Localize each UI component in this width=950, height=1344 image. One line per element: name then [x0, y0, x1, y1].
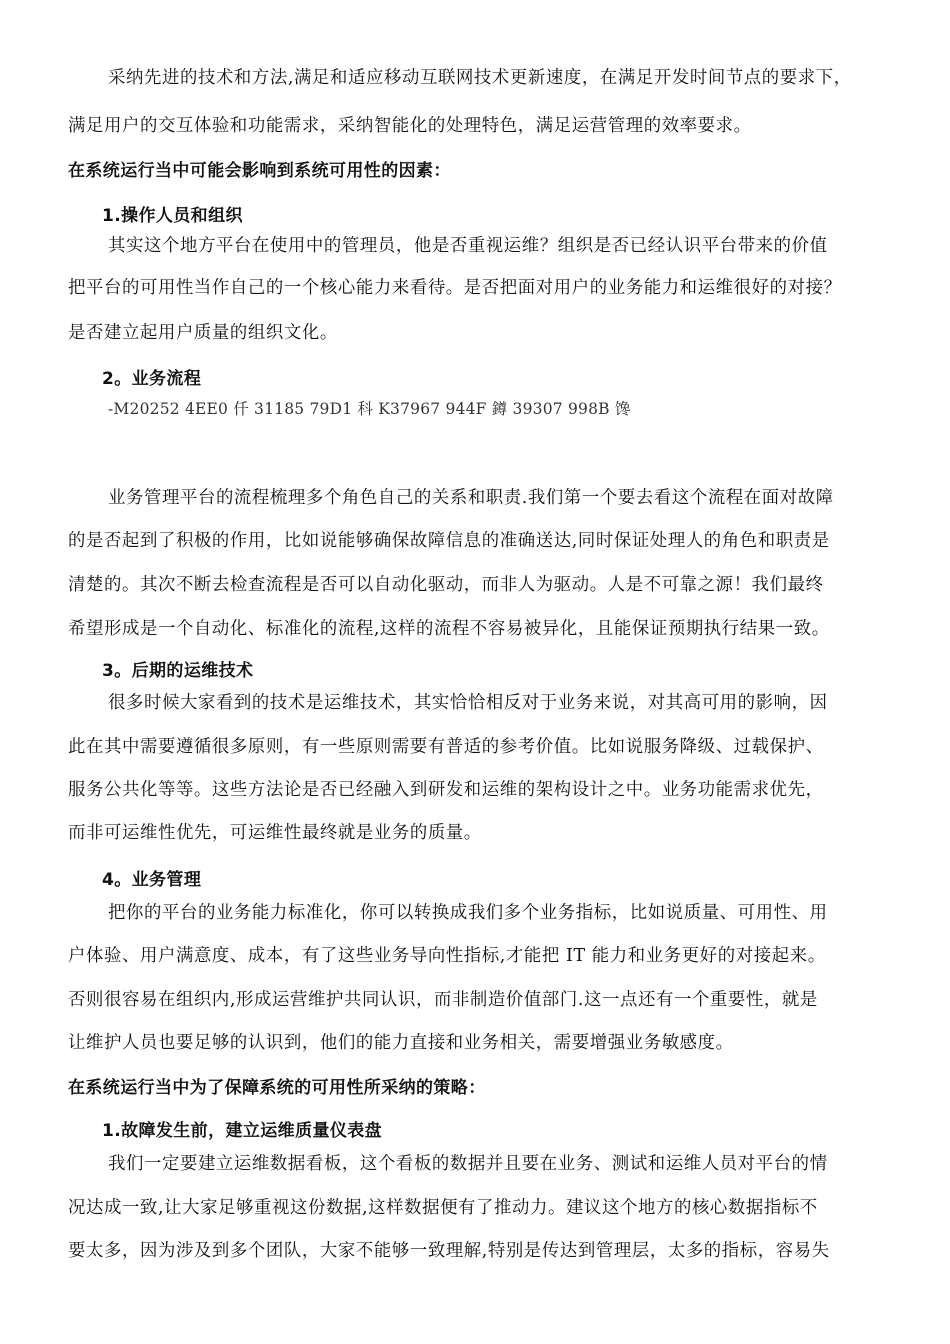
factor-3-line-4: 而非可运维性优先，可运维性最终就是业务的质量。 [68, 823, 482, 843]
factor-3-title: 3。后期的运维技术 [102, 661, 254, 681]
factor-2-line-3: 清楚的。其次不断去检查流程是否可以自动化驱动，而非人为驱动。人是不可靠之源！我们最终 [68, 575, 824, 595]
factor-4-line-3: 否则很容易在组织内,形成运营维护共同认识，而非制造价值部门.这一点还有一个重要性，就是 [68, 990, 818, 1010]
factor-2-title: 2。业务流程 [102, 369, 202, 389]
factor-4-line-4: 让维护人员也要足够的认识到，他们的能力直接和业务相关，需要增强业务敏感度。 [68, 1033, 734, 1053]
factor-2-line-2: 的是否起到了积极的作用，比如说能够确保故障信息的准确送达,同时保证处理人的角色和职责是 [68, 531, 830, 551]
strategy-1-title: 1.故障发生前，建立运维质量仪表盘 [102, 1121, 383, 1141]
factor-1-line-1: 其实这个地方平台在使用中的管理员，他是否重视运维？组织是否已经认识平台带来的价值 [108, 236, 828, 256]
factor-3-line-3: 服务公共化等等。这些方法论是否已经融入到研发和运维的架构设计之中。业务功能需求优先， [68, 780, 824, 800]
strategy-1-line-3: 要太多，因为涉及到多个团队，大家不能够一致理解,特别是传达到管理层，太多的指标，容易失 [68, 1241, 830, 1261]
factor-1-line-3: 是否建立起用户质量的组织文化。 [68, 323, 338, 343]
strategy-1-line-2: 况达成一致,让大家足够重视这份数据,这样数据便有了推动力。建议这个地方的核心数据指标不 [68, 1198, 818, 1218]
factor-2-encoded-line: -M20252 4EE0 仟 31185 79D1 科 K37967 944F 鐏 39307 998B 馋 [108, 400, 631, 418]
factor-1-title: 1.操作人员和组织 [102, 206, 243, 226]
intro-line-2: 满足用户的交互体验和功能需求，采纳智能化的处理特色，满足运营管理的效率要求。 [68, 116, 752, 136]
intro-line-1: 采纳先进的技术和方法,满足和适应移动互联网技术更新速度，在满足开发时间节点的要求下， [108, 68, 852, 88]
factor-2-line-4: 希望形成是一个自动化、标准化的流程,这样的流程不容易被异化，且能保证预期执行结果一致。 [68, 619, 830, 639]
section-heading-strategies: 在系统运行当中为了保障系统的可用性所采纳的策略： [68, 1078, 486, 1098]
factor-3-line-2: 此在其中需要遵循很多原则，有一些原则需要有普适的参考价值。比如说服务降级、过载保护、 [68, 737, 824, 757]
factor-1-line-2: 把平台的可用性当作自己的一个核心能力来看待。是否把面对用户的业务能力和运维很好的对接？ [68, 278, 842, 298]
factor-4-title: 4。业务管理 [102, 870, 202, 890]
strategy-1-line-1: 我们一定要建立运维数据看板，这个看板的数据并且要在业务、测试和运维人员对平台的情 [108, 1154, 828, 1174]
factor-4-line-1: 把你的平台的业务能力标准化，你可以转换成我们多个业务指标，比如说质量、可用性、用 [108, 903, 828, 923]
section-heading-factors: 在系统运行当中可能会影响到系统可用性的因素： [68, 161, 451, 181]
factor-3-line-1: 很多时候大家看到的技术是运维技术，其实恰恰相反对于业务来说，对其高可用的影响，因 [108, 693, 828, 713]
factor-4-line-2: 户体验、用户满意度、成本，有了这些业务导向性指标,才能把 IT 能力和业务更好的对接起来。 [68, 946, 826, 966]
factor-2-line-1: 业务管理平台的流程梳理多个角色自己的关系和职责.我们第一个要去看这个流程在面对故障 [108, 488, 834, 508]
